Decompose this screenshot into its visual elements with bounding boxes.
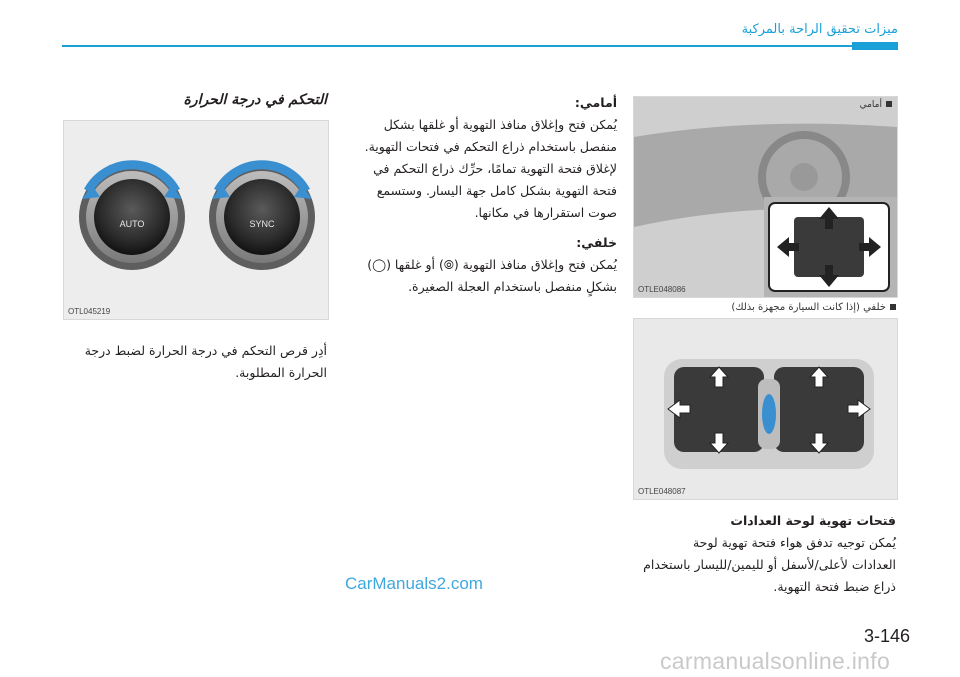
watermark-carmanualsonline: carmanualsonline.info [660, 648, 891, 674]
dashboard-vent-section [633, 510, 896, 598]
front-text-line: لإغلاق فتحة التهوية تمامًا، حرِّك ذراع التحكم في [373, 161, 617, 176]
rear-vent-illustration [634, 319, 897, 499]
auto-knob-icon [79, 164, 185, 270]
front-text-line: فتحة التهوية بشكل كامل جهة اليسار. وستسمع [376, 183, 617, 198]
temperature-control-title: التحكم في درجة الحرارة [183, 92, 327, 108]
front-vent-figure [633, 96, 898, 298]
front-text-line: يُمكن فتح وإغلاق منافذ التهوية أو غلقها بشكل [383, 117, 617, 132]
header-rule [62, 45, 898, 47]
vent-text-line: ذراع ضبط فتحة التهوية. [773, 579, 896, 594]
temperature-knobs-illustration [64, 121, 328, 319]
sync-knob-icon [209, 164, 315, 270]
front-vent-illustration [634, 97, 897, 297]
front-label: أمامي: [574, 95, 617, 110]
vent-title: فتحات تهوية لوحة العدادات [730, 513, 896, 528]
page-number: 3-146 [864, 626, 911, 646]
header-accent-block [852, 42, 898, 50]
auto-knob-label: AUTO [119, 219, 145, 229]
rear-figure-caption: خلفي (إذا كانت السيارة مجهزة بذلك) [633, 302, 896, 313]
figure-code: OTLE048087 [638, 487, 686, 496]
temperature-paragraph [63, 340, 327, 384]
rear-text-line: يُمكن فتح وإغلاق منافذ التهوية (⦾) أو غلقها (◯) [367, 257, 617, 272]
front-text-line: صوت استقرارها في مكانها. [474, 205, 617, 220]
rear-vent-section [343, 232, 617, 298]
paragraph-line: أدِر قرص التحكم في درجة الحرارة لضبط درجة [84, 343, 327, 358]
rear-vent-figure [633, 318, 898, 500]
front-figure-label: أمامي [860, 100, 892, 110]
front-vent-section [343, 92, 617, 224]
temperature-knob-figure [63, 120, 329, 320]
watermark-carmanuals2: CarManuals2.com [345, 574, 483, 593]
figure-code: OTLE048086 [638, 285, 686, 294]
vent-text-line: يُمكن توجيه تدفق هواء فتحة تهوية لوحة [692, 535, 896, 550]
rear-text-line: بشكلٍ منفصل باستخدام العجلة الصغيرة. [408, 279, 617, 294]
section-title: ميزات تحقيق الراحة بالمركبة [741, 22, 898, 37]
paragraph-line: الحرارة المطلوبة. [235, 365, 327, 380]
sync-knob-label: SYNC [249, 219, 275, 229]
front-text-line: منفصل باستخدام ذراع التحكم في فتحات التهوية. [364, 139, 617, 154]
vent-text-line: العدادات لأعلى/لأسفل أو لليمين/لليسار باستخدام [643, 557, 896, 572]
figure-code: OTL045219 [68, 307, 111, 316]
rear-label: خلفي: [576, 235, 617, 250]
